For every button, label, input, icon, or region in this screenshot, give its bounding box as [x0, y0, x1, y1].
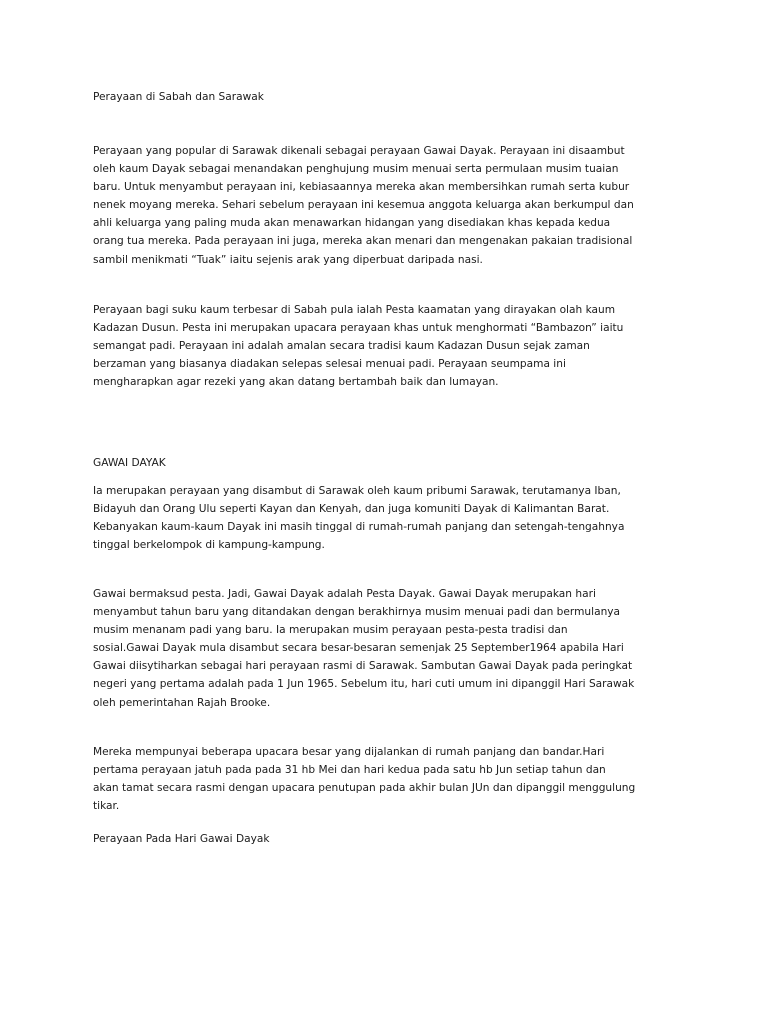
paragraph-gawai-intro — [93, 142, 693, 269]
paragraph-gawai-dates — [93, 743, 693, 815]
paragraph-kaamatan — [93, 301, 693, 391]
paragraph-line: Kebanyakan kaum-kaum Dayak ini masih tinggal di rumah-rumah panjang dan setengah-tengahnya — [93, 521, 625, 534]
paragraph-line: orang tua mereka. Pada perayaan ini juga, mereka akan menari dan mengenakan pakaian tradisional — [93, 235, 633, 248]
paragraph-line: menyambut tahun baru yang ditandakan dengan berakhirnya musim menuai padi dan bermulanya — [93, 606, 621, 619]
paragraph-line: Bidayuh dan Orang Ulu seperti Kayan dan Kenyah, dan juga komuniti Dayak di Kalimantan Barat. — [93, 503, 610, 516]
paragraph-line: sambil menikmati “Tuak” iaitu sejenis arak yang diperbuat daripada nasi. — [93, 253, 483, 266]
paragraph-gawai-meaning — [93, 585, 693, 712]
paragraph-line: negeri yang pertama adalah pada 1 Jun 1965. Sebelum itu, hari cuti umum ini dipanggil Hari Sarawak — [93, 678, 635, 691]
paragraph-line: akan tamat secara rasmi dengan upacara penutupan pada akhir bulan JUn dan dipanggil menggulung — [93, 782, 636, 795]
paragraph-line: sosial.Gawai Dayak mula disambut secara besar-besaran semenjak 25 September1964 apabila Hari — [93, 642, 624, 655]
paragraph-line: nenek moyang mereka. Sehari sebelum perayaan ini kesemua anggota keluarga akan berkumpul dan — [93, 199, 634, 212]
paragraph-line: semangat padi. Perayaan ini adalah amalan secara tradisi kaum Kadazan Dusun sejak zaman — [93, 340, 590, 353]
paragraph-line: Gawai bermaksud pesta. Jadi, Gawai Dayak adalah Pesta Dayak. Gawai Dayak merupakan hari — [93, 588, 596, 600]
paragraph-line: Mereka mempunyai beberapa upacara besar yang dijalankan di rumah panjang dan bandar.Hari — [93, 746, 605, 758]
paragraph-line: musim menanam padi yang baru. Ia merupakan musim perayaan pesta-pesta tradisi dan — [93, 624, 568, 637]
paragraph-line: Perayaan bagi suku kaum terbesar di Sabah pula ialah Pesta kaamatan yang dirayakan olah kaum — [93, 304, 616, 316]
paragraph-line: Kadazan Dusun. Pesta ini merupakan upacara perayaan khas untuk menghormati “Bambazon” iaitu — [93, 322, 624, 335]
paragraph-line: mengharapkan agar rezeki yang akan datang bertambah baik dan lumayan. — [93, 376, 499, 389]
paragraph-line: baru. Untuk menyambut perayaan ini, kebiasaannya mereka akan membersihkan rumah serta kubur — [93, 181, 630, 194]
paragraph-line: oleh kaum Dayak sebagai menandakan penghujung musim menuai serta permulaan musim tuaian — [93, 163, 619, 176]
document-title: Perayaan di Sabah dan Sarawak — [93, 91, 264, 103]
paragraph-line: tikar. — [93, 800, 120, 813]
section-heading-gawai-dayak: GAWAI DAYAK — [93, 457, 166, 469]
paragraph-line: ahli keluarga yang paling muda akan menawarkan hidangan yang disediakan khas kepada kedua — [93, 217, 611, 230]
paragraph-line: Perayaan yang popular di Sarawak dikenali sebagai perayaan Gawai Dayak. Perayaan ini disaambut — [93, 145, 625, 157]
section-heading-gawai-celebration: Perayaan Pada Hari Gawai Dayak — [93, 833, 270, 845]
paragraph-line: oleh pemerintahan Rajah Brooke. — [93, 696, 271, 709]
paragraph-line: berzaman yang biasanya diadakan selepas selesai menuai padi. Perayaan seumpama ini — [93, 358, 566, 371]
paragraph-line: tinggal berkelompok di kampung-kampung. — [93, 539, 325, 552]
paragraph-line: Ia merupakan perayaan yang disambut di Sarawak oleh kaum pribumi Sarawak, terutamanya Iban, — [93, 485, 621, 497]
paragraph-line: pertama perayaan jatuh pada pada 31 hb Mei dan hari kedua pada satu hb Jun setiap tahun dan — [93, 764, 606, 777]
paragraph-line: Gawai diisytiharkan sebagai hari perayaan rasmi di Sarawak. Sambutan Gawai Dayak pada peringkat — [93, 660, 633, 673]
paragraph-gawai-community — [93, 482, 693, 554]
